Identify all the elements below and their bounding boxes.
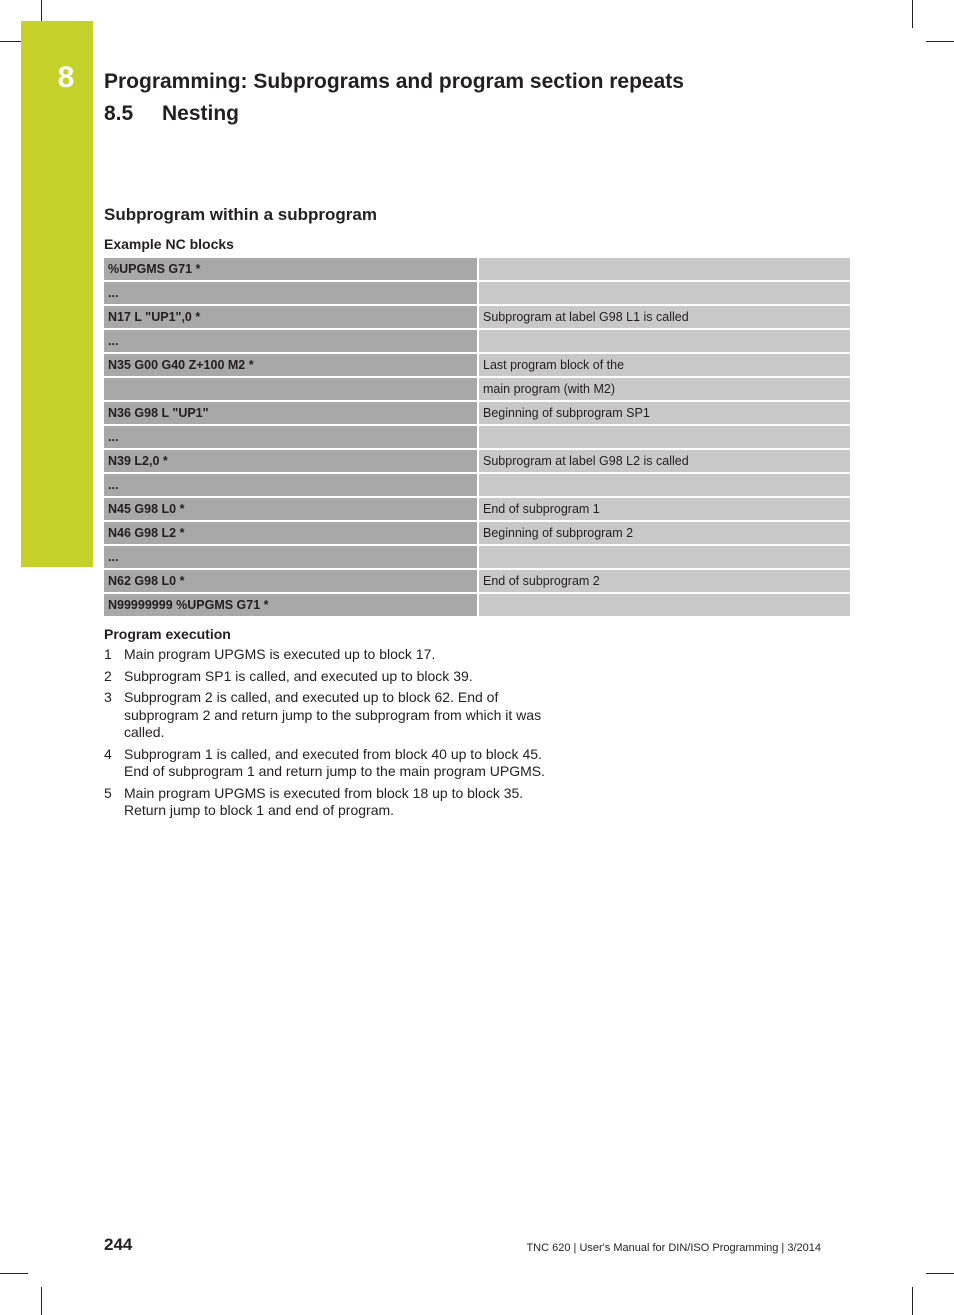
step-text: Subprogram 1 is called, and executed from block 40 up to block 45. End of subprogram 1 and return jump to the main program UPGMS.: [124, 745, 545, 779]
nc-description-cell: End of subprogram 2: [479, 570, 850, 594]
nc-description-cell: [479, 546, 850, 570]
crop-mark: [926, 41, 954, 42]
table-row: [104, 258, 850, 282]
page-number: 244: [104, 1235, 133, 1254]
section-title: Nesting: [162, 102, 240, 125]
table-row: [104, 282, 850, 306]
nc-description-cell: End of subprogram 1: [479, 498, 850, 522]
nc-code-cell: N45 G98 L0 *: [104, 498, 479, 522]
chapter-title: Programming: Subprograms and program section repeats: [104, 70, 684, 93]
nc-code-cell: ...: [104, 546, 479, 570]
crop-mark: [41, 1287, 42, 1315]
nc-description-cell: [479, 426, 850, 450]
nc-code-cell: ...: [104, 330, 479, 354]
nc-code-cell: N36 G98 L "UP1": [104, 402, 479, 426]
table-row: [104, 330, 850, 354]
nc-description-cell: Subprogram at label G98 L1 is called: [479, 306, 850, 330]
nc-code-cell: N35 G00 G40 Z+100 M2 *: [104, 354, 479, 378]
nc-description-cell: [479, 474, 850, 498]
footer-text: TNC 620 | User's Manual for DIN/ISO Programming | 3/2014: [526, 1242, 821, 1254]
list-item: [104, 785, 554, 820]
step-text: Subprogram 2 is called, and executed up to block 62. End of subprogram 2 and return jump to the subprogram from which it was called.: [124, 689, 542, 740]
section-number: 8.5: [104, 102, 134, 125]
list-item: [104, 746, 554, 781]
execution-steps-list: [104, 646, 554, 824]
nc-code-cell: %UPGMS G71 *: [104, 258, 479, 282]
nc-description-cell: Beginning of subprogram 2: [479, 522, 850, 546]
step-number: 5: [104, 784, 112, 801]
step-text: Main program UPGMS is executed from block 18 up to block 35. Return jump to block 1 and end of program.: [124, 784, 524, 818]
step-number: 1: [104, 646, 112, 662]
crop-mark: [912, 1287, 913, 1315]
crop-mark: [0, 1273, 28, 1274]
nc-code-cell: N62 G98 L0 *: [104, 570, 479, 594]
table-row: [104, 378, 850, 402]
nc-code-cell: ...: [104, 426, 479, 450]
table-row: [104, 474, 850, 498]
example-heading: Example NC blocks: [104, 236, 234, 252]
nc-description-cell: main program (with M2): [479, 378, 850, 402]
chapter-tab: [21, 21, 93, 567]
nc-code-cell: N17 L "UP1",0 *: [104, 306, 479, 330]
table-row: [104, 522, 850, 546]
table-row: [104, 426, 850, 450]
table-row: [104, 354, 850, 378]
table-row: [104, 570, 850, 594]
table-row: [104, 402, 850, 426]
crop-mark: [926, 1273, 954, 1274]
nc-description-cell: [479, 282, 850, 306]
nc-code-cell: [104, 378, 479, 402]
list-item: [104, 689, 554, 742]
nc-code-cell: ...: [104, 474, 479, 498]
nc-code-cell: N99999999 %UPGMS G71 *: [104, 594, 479, 618]
nc-description-cell: Subprogram at label G98 L2 is called: [479, 450, 850, 474]
step-text: Main program UPGMS is executed up to block 17.: [124, 646, 436, 662]
table-row: [104, 594, 850, 618]
section-title-line: [104, 102, 239, 126]
subprogram-heading: Subprogram within a subprogram: [104, 205, 377, 224]
execution-heading: Program execution: [104, 626, 231, 642]
list-item: [104, 646, 554, 664]
table-row: [104, 450, 850, 474]
nc-description-cell: [479, 594, 850, 618]
table-row: [104, 546, 850, 570]
crop-mark: [912, 0, 913, 28]
nc-code-cell: N39 L2,0 *: [104, 450, 479, 474]
step-number: 2: [104, 667, 112, 684]
nc-description-cell: Beginning of subprogram SP1: [479, 402, 850, 426]
nc-blocks-table: [104, 258, 850, 618]
nc-code-cell: ...: [104, 282, 479, 306]
step-text: Subprogram SP1 is called, and executed up to block 39.: [124, 667, 473, 684]
step-number: 4: [104, 745, 112, 762]
table-row: [104, 306, 850, 330]
nc-description-cell: [479, 258, 850, 282]
nc-code-cell: N46 G98 L2 *: [104, 522, 479, 546]
chapter-number: 8: [57, 61, 75, 94]
nc-description-cell: [479, 330, 850, 354]
step-number: 3: [104, 689, 112, 705]
table-row: [104, 498, 850, 522]
nc-description-cell: Last program block of the: [479, 354, 850, 378]
list-item: [104, 668, 554, 686]
